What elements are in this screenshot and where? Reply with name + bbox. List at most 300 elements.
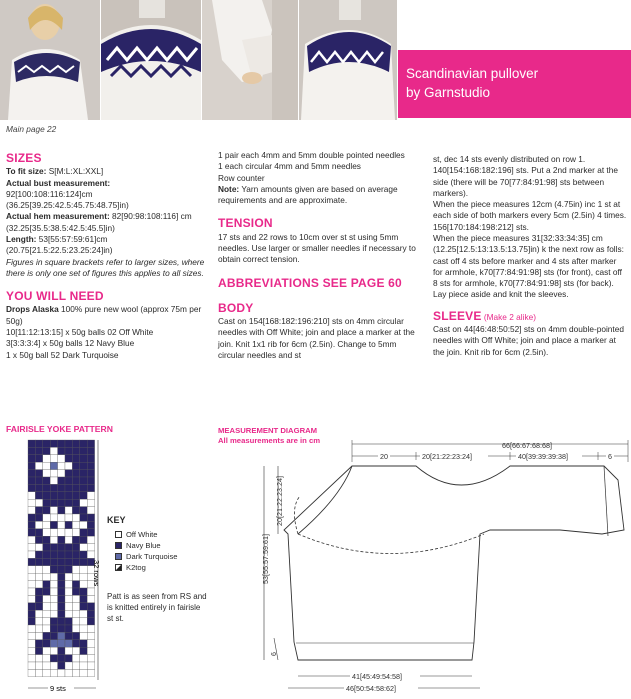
body-cont-1: st, dec 14 sts evenly distributed on row 1. 140[154:168:182:196] sts. Put a 2nd marker at the side (there will be 70[77:84:91:98] sts between markers). — [433, 154, 618, 198]
yoke-cell — [72, 499, 79, 506]
yoke-cell — [28, 440, 35, 447]
rib-depth-label: 6 — [269, 652, 278, 656]
needles-circular: 1 each circular 4mm and 5mm needles — [218, 161, 361, 172]
yoke-cell — [58, 662, 65, 669]
yoke-cell — [50, 662, 57, 669]
yoke-cell — [35, 447, 42, 454]
yoke-cell — [58, 603, 65, 610]
hem-measurement: Actual hem measurement: 82[90:98:108:116] cm (32.25[35.5:38.5:42.5:45.5]in) — [6, 211, 192, 233]
top-width-label: 66[66:67:68:68] — [502, 441, 552, 450]
yoke-cell — [50, 595, 57, 602]
yoke-cell — [43, 462, 50, 469]
yoke-cell — [65, 625, 72, 632]
body-cont-4: Lay piece aside and knit the sleeves. — [433, 289, 569, 300]
yoke-cell — [28, 499, 35, 506]
yoke-cell — [80, 440, 87, 447]
yoke-cell — [28, 551, 35, 558]
yoke-cell — [72, 521, 79, 528]
yoke-cell — [43, 492, 50, 499]
yoke-cell — [80, 462, 87, 469]
yoke-cell — [43, 669, 50, 676]
yoke-cell — [28, 581, 35, 588]
yoke-cell — [80, 484, 87, 491]
yoke-cell — [35, 558, 42, 565]
neck-width-label: 20[21:22:23:24] — [422, 452, 472, 461]
yoke-cell — [43, 581, 50, 588]
yoke-cell — [50, 640, 57, 647]
yoke-cell — [35, 632, 42, 639]
yoke-cell — [50, 455, 57, 462]
yoke-cell — [87, 544, 94, 551]
yoke-cell — [87, 595, 94, 602]
yoke-cell — [28, 455, 35, 462]
yoke-cell — [80, 588, 87, 595]
yoke-cell — [58, 647, 65, 654]
yoke-cell — [43, 566, 50, 573]
yoke-cell — [72, 655, 79, 662]
row-counter: Row counter — [218, 172, 265, 183]
sizes-note: Figures in square brackets refer to larger sizes, where there is only one set of figures this applies to all sizes. — [6, 256, 205, 278]
yoke-cell — [35, 470, 42, 477]
yoke-cell — [43, 558, 50, 565]
yoke-cell — [50, 484, 57, 491]
yoke-cell — [65, 440, 72, 447]
yoke-cell — [28, 566, 35, 573]
key-item-navy: Navy Blue — [115, 540, 178, 551]
yoke-cell — [80, 521, 87, 528]
yoke-cell — [35, 595, 42, 602]
tension-text: 17 sts and 22 rows to 10cm over st st using 5mm needles. Use larger or smaller needles if necessary to obtain correct tension. — [218, 231, 416, 265]
yoke-cell — [58, 507, 65, 514]
yoke-cell — [43, 610, 50, 617]
yoke-cell — [72, 440, 79, 447]
yoke-cell — [72, 632, 79, 639]
cuff-label: 6 — [608, 452, 612, 461]
photo-strip-gap — [398, 0, 631, 50]
yoke-cell — [80, 514, 87, 521]
yoke-cell — [72, 447, 79, 454]
yoke-cell — [87, 603, 94, 610]
yoke-cell — [87, 529, 94, 536]
yoke-cell — [58, 551, 65, 558]
yoke-cell — [72, 662, 79, 669]
yoke-cell — [80, 610, 87, 617]
yoke-cell — [87, 521, 94, 528]
yoke-cell — [65, 632, 72, 639]
yoke-cell — [65, 581, 72, 588]
rows-label: 32 rows — [92, 560, 101, 587]
yoke-cell — [80, 640, 87, 647]
yoke-cell — [50, 536, 57, 543]
yoke-cell — [72, 647, 79, 654]
yoke-cell — [87, 440, 94, 447]
bust-width-label: 46[50:54:58:62] — [346, 684, 396, 693]
yoke-cell — [72, 603, 79, 610]
yoke-cell — [65, 507, 72, 514]
yoke-cell — [43, 573, 50, 580]
yoke-cell — [65, 610, 72, 617]
yoke-cell — [87, 625, 94, 632]
yoke-cell — [58, 477, 65, 484]
yoke-cell — [50, 603, 57, 610]
yoke-cell — [28, 588, 35, 595]
yoke-cell — [50, 655, 57, 662]
yoke-cell — [35, 529, 42, 536]
yoke-cell — [28, 470, 35, 477]
yoke-cell — [80, 551, 87, 558]
yoke-cell — [28, 603, 35, 610]
yoke-cell — [58, 462, 65, 469]
photo-model-2 — [101, 0, 201, 120]
yoke-cell — [28, 647, 35, 654]
yoke-cell — [72, 588, 79, 595]
yarn-qty-white: 10[11:12:13:15] x 50g balls 02 Off White — [6, 327, 154, 337]
yoke-grid — [28, 440, 95, 677]
yoke-cell — [58, 610, 65, 617]
yoke-cell — [65, 655, 72, 662]
yoke-cell — [58, 581, 65, 588]
yoke-cell — [58, 640, 65, 647]
yoke-cell — [28, 462, 35, 469]
yoke-chart-title: FAIRISLE YOKE PATTERN — [6, 424, 113, 434]
yoke-cell — [72, 544, 79, 551]
diagram-title: MEASUREMENT DIAGRAM — [218, 426, 318, 435]
yoke-cell — [50, 440, 57, 447]
yoke-cell — [80, 632, 87, 639]
yoke-cell — [80, 669, 87, 676]
yoke-cell — [80, 655, 87, 662]
yoke-cell — [58, 514, 65, 521]
needles-dpn: 1 pair each 4mm and 5mm double pointed needles — [218, 150, 405, 160]
yoke-cell — [50, 492, 57, 499]
yoke-cell — [50, 544, 57, 551]
pattern-title-banner — [398, 50, 631, 118]
yoke-cell — [72, 625, 79, 632]
yoke-cell — [80, 544, 87, 551]
yarn-qty-navy: 3[3:3:3:4] x 50g balls 12 Navy Blue — [6, 338, 135, 349]
yoke-cell — [58, 632, 65, 639]
key-item-off-white: Off White — [115, 529, 178, 540]
yoke-cell — [28, 544, 35, 551]
yoke-cell — [58, 669, 65, 676]
yoke-cell — [80, 662, 87, 669]
yoke-cell — [65, 573, 72, 580]
pattern-title: Scandinavian pullover — [406, 66, 539, 81]
yoke-cell — [80, 536, 87, 543]
yoke-cell — [72, 581, 79, 588]
yoke-cell — [50, 558, 57, 565]
key-item-turquoise: Dark Turquoise — [115, 551, 178, 562]
yoke-cell — [87, 477, 94, 484]
photo-model-1 — [0, 0, 100, 120]
yoke-cell — [43, 625, 50, 632]
tension-heading: TENSION — [218, 216, 273, 231]
yoke-cell — [50, 551, 57, 558]
yoke-cell — [87, 447, 94, 454]
key-note: Patt is as seen from RS and is knitted entirely in fairisle st st. — [107, 592, 207, 623]
yoke-cell — [35, 440, 42, 447]
yoke-cell — [72, 492, 79, 499]
yoke-cell — [43, 640, 50, 647]
yoke-cell — [35, 610, 42, 617]
yoke-cell — [72, 470, 79, 477]
yoke-chart — [18, 438, 104, 694]
yoke-cell — [87, 632, 94, 639]
yoke-cell — [43, 455, 50, 462]
yoke-cell — [50, 588, 57, 595]
yoke-cell — [50, 447, 57, 454]
yoke-cell — [43, 477, 50, 484]
yoke-cell — [35, 492, 42, 499]
yoke-cell — [72, 558, 79, 565]
yoke-cell — [65, 618, 72, 625]
yoke-cell — [80, 499, 87, 506]
yoke-cell — [43, 603, 50, 610]
yoke-cell — [65, 484, 72, 491]
yoke-cell — [72, 640, 79, 647]
column-needles-tension — [218, 150, 418, 361]
yoke-cell — [43, 521, 50, 528]
yoke-cell — [87, 640, 94, 647]
yoke-cell — [80, 447, 87, 454]
diagram-subtitle: All measurements are in cm — [218, 436, 321, 445]
yoke-cell — [28, 625, 35, 632]
yoke-cell — [87, 669, 94, 676]
yoke-cell — [28, 669, 35, 676]
yoke-cell — [43, 551, 50, 558]
yoke-cell — [58, 521, 65, 528]
abbreviations-heading: ABBREVIATIONS SEE PAGE 60 — [218, 275, 402, 290]
yoke-cell — [65, 492, 72, 499]
yoke-cell — [43, 618, 50, 625]
yoke-cell — [65, 477, 72, 484]
yoke-cell — [87, 470, 94, 477]
yoke-cell — [50, 618, 57, 625]
yoke-cell — [58, 655, 65, 662]
yoke-cell — [80, 507, 87, 514]
yoke-cell — [43, 655, 50, 662]
yoke-cell — [87, 514, 94, 521]
yoke-cell — [28, 529, 35, 536]
yoke-cell — [50, 521, 57, 528]
key-title: KEY — [107, 515, 126, 525]
yoke-cell — [65, 499, 72, 506]
yoke-cell — [50, 566, 57, 573]
yoke-cell — [58, 625, 65, 632]
yoke-cell — [50, 507, 57, 514]
yoke-cell — [35, 581, 42, 588]
yoke-cell — [72, 514, 79, 521]
yoke-cell — [72, 595, 79, 602]
yoke-cell — [43, 499, 50, 506]
yoke-cell — [65, 603, 72, 610]
yoke-cell — [28, 484, 35, 491]
yoke-cell — [50, 477, 57, 484]
yoke-cell — [43, 588, 50, 595]
yoke-cell — [80, 558, 87, 565]
yoke-cell — [65, 588, 72, 595]
yoke-cell — [28, 447, 35, 454]
yoke-cell — [58, 529, 65, 536]
yoke-cell — [65, 447, 72, 454]
materials-heading: YOU WILL NEED — [6, 289, 104, 304]
yoke-cell — [43, 662, 50, 669]
yoke-cell — [80, 603, 87, 610]
yoke-cell — [35, 477, 42, 484]
yoke-cell — [65, 595, 72, 602]
yoke-cell — [72, 536, 79, 543]
yoke-cell — [35, 603, 42, 610]
yoke-cell — [72, 529, 79, 536]
yoke-cell — [87, 618, 94, 625]
yoke-cell — [65, 462, 72, 469]
yoke-cell — [87, 647, 94, 654]
sleeve-sub: (Make 2 alike) — [483, 311, 536, 322]
yoke-cell — [43, 536, 50, 543]
yoke-cell — [65, 529, 72, 536]
yoke-cell — [35, 573, 42, 580]
yoke-cell — [65, 566, 72, 573]
yoke-cell — [80, 492, 87, 499]
yoke-cell — [58, 558, 65, 565]
yoke-cell — [35, 507, 42, 514]
yoke-cell — [58, 492, 65, 499]
yoke-cell — [87, 610, 94, 617]
yoke-cell — [80, 647, 87, 654]
yoke-cell — [58, 573, 65, 580]
sleeve-length-label: 40[39:39:39:38] — [518, 452, 568, 461]
yoke-cell — [28, 595, 35, 602]
yoke-cell — [72, 551, 79, 558]
yoke-cell — [87, 499, 94, 506]
yoke-cell — [50, 581, 57, 588]
yoke-cell — [58, 618, 65, 625]
yoke-line — [298, 534, 484, 554]
page-caption: Main page 22 — [6, 124, 57, 134]
yoke-cell — [65, 558, 72, 565]
yoke-cell — [28, 477, 35, 484]
yoke-cell — [80, 455, 87, 462]
yoke-cell — [65, 455, 72, 462]
pattern-designer: by Garnstudio — [406, 85, 491, 101]
yoke-cell — [65, 544, 72, 551]
yoke-cell — [87, 455, 94, 462]
yoke-cell — [28, 573, 35, 580]
yoke-cell — [72, 618, 79, 625]
yoke-cell — [35, 544, 42, 551]
yoke-cell — [87, 655, 94, 662]
yoke-cell — [58, 544, 65, 551]
yoke-cell — [65, 521, 72, 528]
yoke-cell — [58, 536, 65, 543]
yoke-cell — [80, 566, 87, 573]
yoke-cell — [65, 470, 72, 477]
yoke-cell — [72, 462, 79, 469]
yoke-cell — [28, 521, 35, 528]
yoke-cell — [80, 618, 87, 625]
fit-size: To fit size: S[M:L:XL:XXL] — [6, 166, 104, 177]
yoke-cell — [58, 566, 65, 573]
yoke-cell — [43, 544, 50, 551]
yoke-cell — [35, 588, 42, 595]
yoke-cell — [43, 632, 50, 639]
yoke-cell — [50, 514, 57, 521]
yoke-cell — [65, 662, 72, 669]
yoke-cell — [58, 455, 65, 462]
key-item-k2tog: K2tog — [115, 562, 178, 573]
yoke-cell — [65, 647, 72, 654]
body-heading: BODY — [218, 300, 254, 315]
yoke-cell — [28, 507, 35, 514]
body-cont-2: When the piece measures 12cm (4.75in) inc 1 st at each side of both markers every 5cm (2.5in) 4 times. 156[170:184:198:212] sts. — [433, 199, 627, 232]
sleeve-heading: SLEEVE — [433, 308, 482, 323]
yoke-cell — [80, 581, 87, 588]
yoke-cell — [50, 573, 57, 580]
yoke-cell — [72, 566, 79, 573]
photo-model-4 — [299, 0, 397, 120]
yoke-cell — [35, 551, 42, 558]
yoke-cell — [80, 529, 87, 536]
yoke-cell — [43, 529, 50, 536]
yoke-cell — [28, 514, 35, 521]
length-measurement: Length: 53[55:57:59:61]cm (20.75[21.5:22.5:23.25:24]in) — [6, 234, 113, 256]
chart-key — [107, 514, 178, 573]
yoke-cell — [28, 610, 35, 617]
yoke-cell — [65, 551, 72, 558]
yoke-cell — [50, 669, 57, 676]
column-body-cont — [433, 154, 627, 358]
yoke-cell — [35, 669, 42, 676]
yoke-cell — [58, 588, 65, 595]
yoke-cell — [87, 507, 94, 514]
yoke-cell — [28, 655, 35, 662]
yoke-cell — [35, 655, 42, 662]
yoke-cell — [87, 484, 94, 491]
yoke-cell — [65, 669, 72, 676]
yoke-cell — [87, 551, 94, 558]
yoke-cell — [80, 595, 87, 602]
bust-measurement: Actual bust measurement: 92[100:108:116:124]cm (36.25[39.25:42.5:45.75:48.75]in) — [6, 177, 129, 211]
cuff-line — [604, 466, 608, 536]
yoke-cell — [58, 440, 65, 447]
yoke-cell — [72, 484, 79, 491]
yoke-cell — [87, 662, 94, 669]
yarn-note: Note: Yarn amounts given are based on average requirements and are approximate. — [218, 183, 398, 206]
yoke-cell — [28, 536, 35, 543]
yoke-cell — [35, 521, 42, 528]
yoke-cell — [35, 640, 42, 647]
sizes-heading: SIZES — [6, 151, 42, 165]
yoke-cell — [28, 492, 35, 499]
yoke-cell — [43, 514, 50, 521]
yoke-cell — [80, 477, 87, 484]
yoke-cell — [72, 669, 79, 676]
yoke-cell — [28, 662, 35, 669]
yoke-cell — [28, 640, 35, 647]
yoke-cell — [50, 647, 57, 654]
sleeve-heading-row — [433, 308, 627, 324]
photo-model-3 — [202, 0, 298, 120]
yoke-cell — [72, 507, 79, 514]
yoke-cell — [35, 536, 42, 543]
yoke-cell — [35, 455, 42, 462]
yoke-cell — [58, 595, 65, 602]
yoke-cell — [35, 514, 42, 521]
yoke-cell — [80, 470, 87, 477]
sts-label: 9 sts — [50, 684, 66, 693]
yoke-cell — [43, 647, 50, 654]
yoke-cell — [28, 632, 35, 639]
